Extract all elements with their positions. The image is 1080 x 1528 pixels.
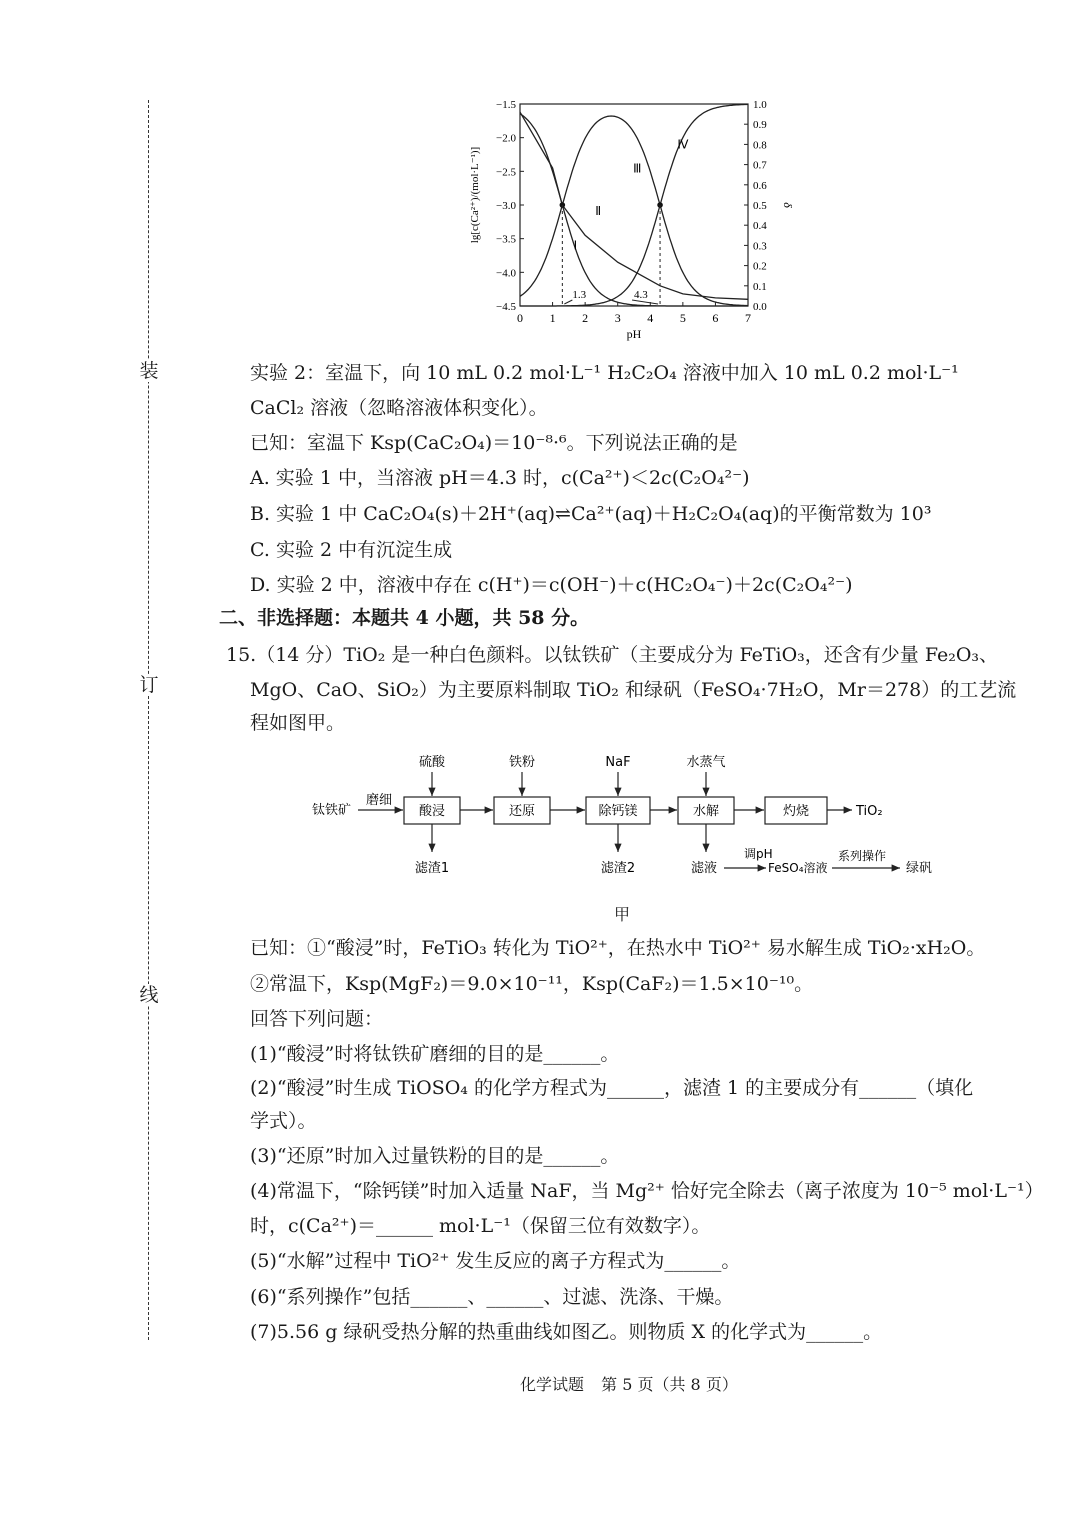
y-right-tick-label: 0.9 bbox=[753, 119, 767, 132]
label-adjust-ph: 调pH bbox=[744, 847, 773, 861]
chart-curves bbox=[520, 104, 748, 306]
y-right-tick-label: 0.8 bbox=[753, 139, 767, 152]
q15-line-2: MgO、CaO、SiO₂）为主要原料制取 TiO₂ 和绿矾（FeSO₄·7H₂O，Mr＝278）的工艺流 bbox=[250, 679, 1017, 701]
y-left-tick-label: −3.0 bbox=[496, 200, 516, 212]
step-acid-leach: 酸浸 bbox=[418, 804, 446, 819]
y-right-tick-label: 1.0 bbox=[753, 99, 767, 111]
input-naf: NaF bbox=[605, 755, 631, 770]
x-tick-label: 3 bbox=[614, 311, 621, 325]
y-left-tick-label: −4.0 bbox=[496, 267, 516, 280]
x-tick-label: 4 bbox=[647, 311, 654, 325]
gutter-char-xian: 线 bbox=[139, 984, 159, 1006]
y-left-tick-label: −2.0 bbox=[496, 132, 516, 145]
gutter-char-ding: 订 bbox=[139, 674, 159, 696]
input-steam: 水蒸气 bbox=[686, 755, 726, 770]
y-left-axis-label: lg[c(Ca²⁺)/(mol·L⁻¹)] bbox=[469, 146, 481, 244]
option-a: A. 实验 1 中，当溶液 pH＝4.3 时，c(Ca²⁺)＜2c(C₂O₄²⁻) bbox=[250, 467, 750, 489]
output-green-vitriol: 绿矾 bbox=[906, 861, 933, 876]
curve-label-3: Ⅲ bbox=[633, 161, 642, 176]
curve-1 bbox=[520, 114, 748, 306]
y-right-tick-label: 0.0 bbox=[753, 301, 767, 313]
y-right-tick-label: 0.6 bbox=[753, 179, 767, 192]
page-footer bbox=[520, 1372, 750, 1395]
label-series-operation: 系列操作 bbox=[838, 849, 887, 863]
curve-4 bbox=[520, 104, 748, 306]
known-ksp: 已知：室温下 Ksp(CaC₂O₄)＝10⁻⁸·⁶。下列说法正确的是 bbox=[250, 432, 738, 454]
curve-2 bbox=[520, 112, 748, 299]
y-right-tick-label: 0.2 bbox=[753, 260, 767, 273]
y-right-axis-label: δ bbox=[781, 202, 795, 208]
flow-grind: 磨细 bbox=[366, 793, 393, 808]
output-residue-2: 滤渣2 bbox=[600, 861, 636, 876]
output-filtrate: 滤液 bbox=[690, 861, 718, 876]
option-c: C. 实验 2 中有沉淀生成 bbox=[250, 539, 453, 561]
annotation-pointer-1 bbox=[564, 300, 572, 304]
known-line-1: 已知：①“酸浸”时，FeTiO₃ 转化为 TiO²⁺，在热水中 TiO²⁺ 易水解生成 TiO₂·xH₂O。 bbox=[250, 937, 986, 959]
curve-label-1: Ⅰ bbox=[573, 238, 578, 253]
footer-page-number: 第 5 页（共 8 页） bbox=[601, 1375, 738, 1394]
annotation-2: 4.3 bbox=[634, 289, 648, 301]
part-6: (6)“系列操作”包括______、______、过滤、洗涤、干燥。 bbox=[250, 1286, 734, 1308]
input-iron-powder: 铁粉 bbox=[508, 755, 536, 770]
y-left-tick-label: −4.5 bbox=[496, 301, 516, 313]
output-residue-1: 滤渣1 bbox=[414, 861, 450, 876]
figure-caption-jia: 甲 bbox=[614, 905, 631, 924]
step-remove-ca-mg: 除钙镁 bbox=[598, 804, 638, 819]
curve-label-2: Ⅱ bbox=[595, 204, 602, 219]
exp2-line-1: 实验 2：室温下，向 10 mL 0.2 mol·L⁻¹ H₂C₂O₄ 溶液中加入 10 mL 0.2 mol·L⁻¹ bbox=[250, 362, 959, 384]
part-4-line-2: 时，c(Ca²⁺)＝______ mol·L⁻¹（保留三位有效数字）。 bbox=[250, 1215, 711, 1237]
x-tick-label: 6 bbox=[712, 311, 719, 325]
x-tick-label: 7 bbox=[745, 311, 751, 325]
chart-axes bbox=[520, 104, 748, 306]
label-feso4-solution: FeSO₄溶液 bbox=[768, 861, 828, 875]
x-tick-label: 5 bbox=[679, 311, 686, 325]
process-flow-diagram bbox=[300, 748, 960, 888]
flow-start: 钛铁矿 bbox=[312, 803, 352, 818]
option-b: B. 实验 1 中 CaC₂O₄(s)＋2H⁺(aq)⇌Ca²⁺(aq)＋H₂C₂O₄(aq)的平衡常数为 10³ bbox=[250, 503, 932, 525]
y-left-tick-label: −1.5 bbox=[496, 99, 516, 111]
plot-frame bbox=[520, 104, 748, 306]
x-tick-label: 2 bbox=[582, 311, 589, 325]
known-line-2: ②常温下，Ksp(MgF₂)＝9.0×10⁻¹¹，Ksp(CaF₂)＝1.5×10⁻¹⁰。 bbox=[250, 973, 814, 995]
q15-line-1: 15.（14 分）TiO₂ 是一种白色颜料。以钛铁矿（主要成分为 FeTiO₃，还含有少量 Fe₂O₃、 bbox=[226, 644, 999, 666]
section-2-heading: 二、非选择题：本题共 4 小题，共 58 分。 bbox=[219, 607, 590, 629]
option-d: D. 实验 2 中，溶液中存在 c(H⁺)＝c(OH⁻)＋c(HC₂O₄⁻)＋2c(C₂O₄²⁻) bbox=[250, 574, 853, 596]
part-3: (3)“还原”时加入过量铁粉的目的是______。 bbox=[250, 1145, 620, 1167]
footer-subject: 化学试题 bbox=[520, 1375, 585, 1394]
step-hydrolysis: 水解 bbox=[692, 804, 720, 819]
input-sulfuric-acid: 硫酸 bbox=[418, 755, 446, 770]
y-left-tick-label: −2.5 bbox=[496, 166, 516, 179]
gutter-char-zhuang: 装 bbox=[139, 360, 159, 382]
y-right-tick-label: 0.4 bbox=[753, 220, 767, 233]
part-4-line-1: (4)常温下，“除钙镁”时加入适量 NaF，当 Mg²⁺ 恰好完全除去（离子浓度为 10⁻⁵ mol·L⁻¹） bbox=[250, 1180, 1044, 1202]
binding-line bbox=[148, 100, 149, 1340]
exp2-line-2: CaCl₂ 溶液（忽略溶液体积变化）。 bbox=[250, 397, 548, 419]
x-axis-label: pH bbox=[626, 327, 642, 341]
q15-line-3: 程如图甲。 bbox=[250, 712, 346, 734]
speciation-chart bbox=[468, 92, 795, 350]
flow-product: TiO₂ bbox=[856, 804, 883, 819]
y-left-tick-label: −3.5 bbox=[496, 233, 516, 246]
part-2-line-1: (2)“酸浸”时生成 TiOSO₄ 的化学方程式为______，滤渣 1 的主要成分有______（填化 bbox=[250, 1077, 974, 1099]
answer-prompt: 回答下列问题： bbox=[250, 1008, 384, 1030]
x-tick-label: 1 bbox=[549, 311, 556, 325]
step-reduce: 还原 bbox=[508, 804, 536, 819]
curve-label-4: Ⅳ bbox=[677, 137, 689, 152]
part-7: (7)5.56 g 绿矾受热分解的热重曲线如图乙。则物质 X 的化学式为______。 bbox=[250, 1321, 883, 1343]
part-1: (1)“酸浸”时将钛铁矿磨细的目的是______。 bbox=[250, 1043, 620, 1065]
x-tick-label: 0 bbox=[517, 311, 523, 325]
annotation-1: 1.3 bbox=[572, 289, 587, 301]
step-calcine: 灼烧 bbox=[782, 804, 810, 819]
y-right-tick-label: 0.1 bbox=[753, 280, 767, 293]
y-right-tick-label: 0.5 bbox=[753, 200, 767, 212]
y-right-tick-label: 0.3 bbox=[753, 240, 767, 253]
part-2-line-2: 学式）。 bbox=[250, 1110, 317, 1132]
y-right-tick-label: 0.7 bbox=[753, 159, 767, 172]
part-5: (5)“水解”过程中 TiO²⁺ 发生反应的离子方程式为______。 bbox=[250, 1250, 741, 1272]
